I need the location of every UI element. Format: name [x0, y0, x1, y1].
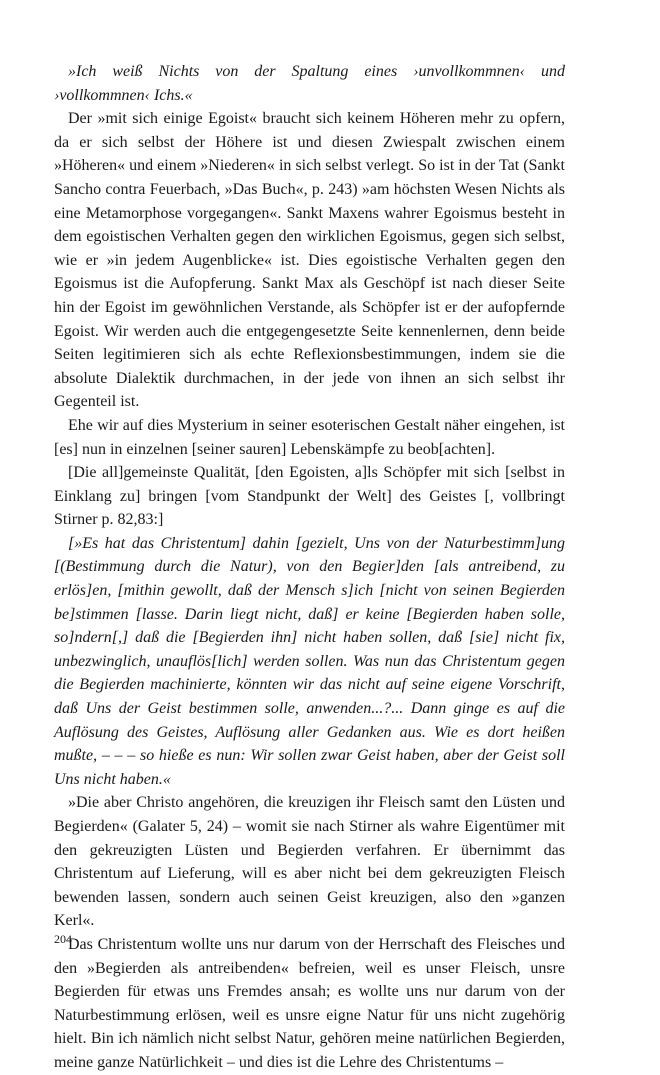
page-number: 204 [54, 932, 72, 946]
paragraph-christo: »Die aber Christo angehören, die kreuzigen ihr Fleisch samt den Lüsten und Begierden« (Galater 5, 24) – womit sie nach Stirner als wahre Eigentümer mit den gekreuzigten Lüsten und Begierden verfahren. Er übernimmt das Christentum auf Lieferung, will es aber nicht bei dem gekreuzigten Fleisch bewenden lassen, sondern auch seinen Geist kreuzigen, also den »ganzen Kerl«. [54, 794, 565, 930]
paragraph-herrschaft-fleisch: Das Christentum wollte uns nur darum von der Herrschaft des Fleisches und den »Begierden als antreibenden« befreien, weil es unser Fleisch, unsre Begierden für etwas uns Fremdes ansah; es wollte uns nur darum von der Naturbestimmung erlösen, weil es unsre eigne Natur für uns nicht zugehörig hielt. Bin ich nämlich nicht selbst Natur, gehören meine natürlichen Begierden, meine ganze Natürlichkeit – und dies ist die Lehre des Christentums – [54, 935, 565, 1071]
paragraph-quote-spaltung: »Ich weiß Nichts von der Spaltung eines ›unvollkommnen‹ und ›vollkommnen‹ Ichs.« [54, 63, 565, 104]
paragraph-mysterium: Ehe wir auf dies Mysterium in seiner esoterischen Gestalt näher eingehen, ist [es] nun in einzelnen [seiner sauren] Lebenskämpfe zu beob[achten]. [54, 416, 565, 458]
paragraph-qualitaet: [Die all]gemeinste Qualität, [den Egoisten, a]ls Schöpfer mit sich [selbst in Einklang zu] bringen [vom Standpunkt der Welt] des Geistes [, vollbringt Stirner p. 82,83:] [54, 464, 565, 529]
paragraph-quote-christentum: [»Es hat das Christentum] dahin [gezielt, Uns von der Naturbestimm]ung [(Bestimmung durch die Natur), von den Begier]den [als antreibend, zu erlös]en, [mithin gewollt, daß der Mensch s]ich [nicht von seinen Begierden be]stimmen [lasse. Darin liegt nicht, daß] er keine [Begierden haben solle, so]ndern[,] daß die [Begierden ihn] nicht haben sollen, daß [sie] nicht fix, unbezwinglich, unauflös[lich] werden sollen. Was nun das Christentum gegen die Begierden machinierte, könnten wir das nicht auf seine eigene Vorschrift, daß Uns der Geist bestimmen solle, anwenden...?... Dann ginge es auf die Auflösung des Geistes, Auflösung aller Gedanken aus. Wie es dort heißen mußte, – – – so hieße es nun: Wir sollen zwar Geist haben, aber der Geist soll Uns nicht haben.« [54, 534, 565, 788]
page-body [54, 60, 565, 1075]
paragraph-egoist-opfer: Der »mit sich einige Egoist« braucht sich keinem Höheren mehr zu opfern, da er sich selbst der Höhere ist und diesen Zwiespalt zwischen einem »Höheren« und einem »Niederen« in sich selbst verlegt. So ist in der Tat (Sankt Sancho contra Feuerbach, »Das Buch«, p. 243) »am höchsten Wesen Nichts als eine Metamorphose vorgegangen«. Sankt Maxens wahrer Egoismus besteht in dem egoistischen Verhalten gegen den wirklichen Egoismus, gegen sich selbst, wie er »in jedem Augenblicke« ist. Dies egoistische Verhalten gegen den Egoismus ist die Aufopferung. Sankt Max als Geschöpf ist nach dieser Seite hin der Egoist im gewöhnlichen Verstande, als Schöpfer ist er der aufopfernde Egoist. Wir werden auch die entgegengesetzte Seite kennenlernen, denn beide Seiten legitimieren sich als echte Reflexionsbestimmungen, indem sie die absolute Dialektik durchmachen, in der jede von ihnen an sich selbst ihr Gegenteil ist. [54, 110, 565, 411]
